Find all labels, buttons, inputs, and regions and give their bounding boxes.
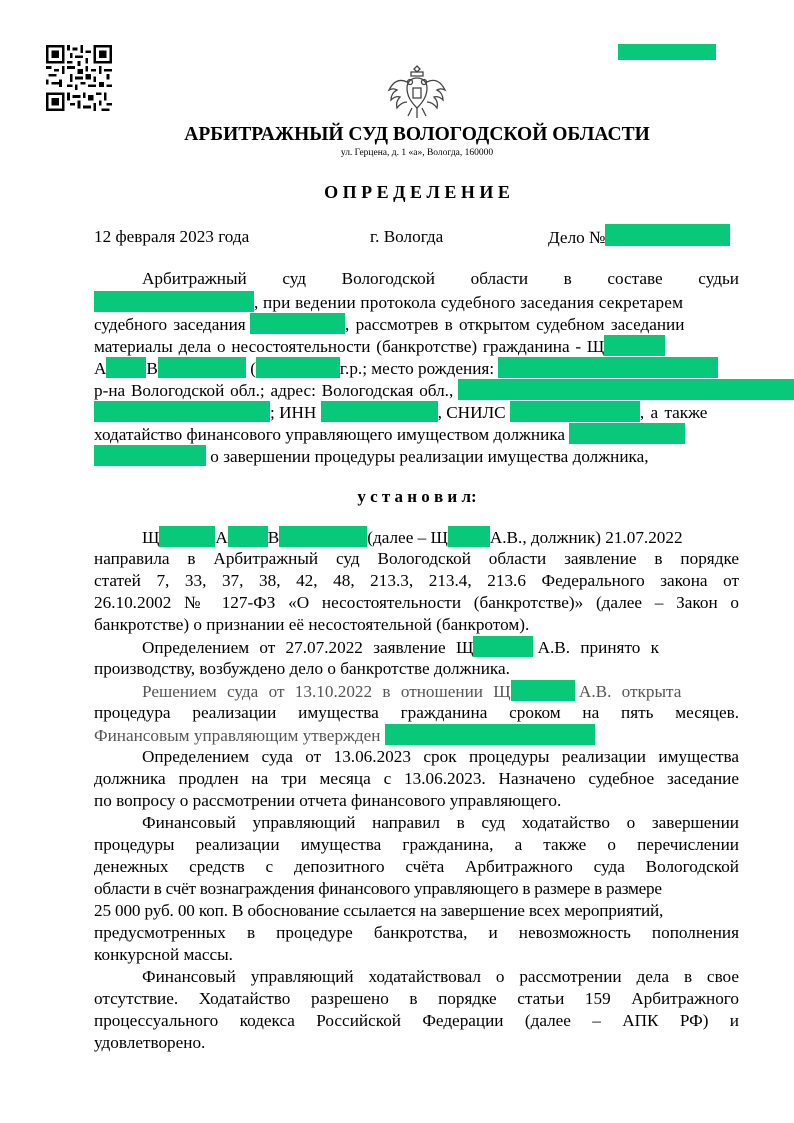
redaction-mark [256,357,340,378]
p2-line-2: производству, возбуждено дело о банкротстве должника. [94,659,510,678]
p2-line-1: Определением от 27.07.2022 заявление Щ А.В. принято к [142,638,659,657]
intro-line-3: судебного заседания , рассмотрев в открытом судебном заседании [94,315,685,334]
p5-line-3: денежных средств с депозитного счёта Арбитражного суда Вологодской [94,857,739,876]
intro-line-5: А В ( г.р.; место рождения: [94,357,739,380]
qr-code-icon [46,45,112,111]
p4-line-2: должника продлен на три месяца с 13.06.2023. Назначено судебное заседание [94,769,739,788]
redaction-mark [448,526,490,547]
decision-city: г. Вологда [370,227,444,246]
p6-line-1: Финансовый управляющий ходатайствовал о рассмотрении дела в свое [142,967,739,986]
redaction-mark [473,636,533,657]
redaction-mark [569,423,685,444]
redaction-mark [604,335,665,356]
redaction-mark [510,401,640,422]
coat-of-arms-icon [385,60,449,124]
p6-line-3: процессуального кодекса Российской Федерации (далее – АПК РФ) и [94,1011,739,1030]
redaction-mark [94,291,254,312]
redaction-mark [94,401,270,422]
intro-line-8: ходатайство финансового управляющего имуществом должника [94,423,739,446]
court-name: АРБИТРАЖНЫЙ СУД ВОЛОГОДСКОЙ ОБЛАСТИ [184,124,650,145]
intro-line-7: ; ИНН , СНИЛС , а также [94,401,739,424]
p5-line-6: предусмотренных в процедуре банкротства, и невозможность пополнения [94,923,739,942]
p4-line-3: по вопросу о рассмотрении отчета финансового управляющего. [94,791,562,810]
redaction-mark [605,224,730,246]
case-label: Дело № [548,228,606,247]
p3-line-2: процедура реализации имущества гражданина сроком на пять месяцев. [94,703,739,722]
redaction-mark [498,357,718,378]
intro-line-2: , при ведении протокола судебного заседания секретарем [94,291,739,314]
redaction-mark [279,526,367,547]
section-heading: у с т а н о в и л: [357,487,477,506]
redaction-mark [228,526,268,547]
document-title: О П Р Е Д Е Л Е Н И Е [324,182,510,202]
court-address: ул. Герцена, д. 1 «а», Вологда, 160000 [340,148,494,158]
p6-line-4: удовлетворено. [94,1033,206,1052]
redaction-mark [511,680,575,701]
redaction-mark [158,357,246,378]
p6-line-2: отсутствие. Ходатайство разрешено в порядке статьи 159 Арбитражного [94,989,739,1008]
redaction-mark [159,526,215,547]
p1-line-1: Щ А В (далее – Щ А.В., должник) 21.07.2022 [142,528,683,547]
p5-line-2: процедуры реализации имущества гражданина, а также о перечислении [94,835,739,854]
intro-line-1: Арбитражный суд Вологодской области в составе судьи [142,269,739,288]
p1-line-3: статей 7, 33, 37, 38, 42, 48, 213.3, 213.4, 213.6 Федерального закона от [94,571,739,590]
p5-line-1: Финансовый управляющий направил в суд ходатайство о завершении [142,813,739,832]
p3-line-1: Решением суда от 13.10.2022 в отношении Щ А.В. открыта [142,682,682,701]
redaction-mark [94,445,206,466]
p5-line-5: 25 000 руб. 00 коп. В обоснование ссылается на завершение всех мероприятий, [94,901,664,920]
redaction-mark [321,401,438,422]
p5-line-7: конкурсной массы. [94,945,233,964]
redaction-mark [106,357,146,378]
intro-line-9: о завершении процедуры реализации имущества должника, [94,445,739,468]
redaction-mark [618,44,716,60]
redaction-mark [250,313,345,334]
p1-line-4: 26.10.2002 № 127-ФЗ «О несостоятельности (банкротстве)» (далее – Закон о [94,593,739,612]
redaction-mark [385,724,595,745]
p1-line-2: направила в Арбитражный суд Вологодской области заявление в порядке [94,549,739,568]
p1-line-5: банкротстве) о признании её несостоятельной (банкротом). [94,615,530,634]
intro-line-4: материалы дела о несостоятельности (банкротстве) гражданина - Щ [94,335,739,358]
case-number [548,222,730,246]
decision-date: 12 февраля 2023 года [94,227,250,246]
p3-line-3: Финансовым управляющим утвержден [94,724,739,747]
p5-line-4: области в счёт вознаграждения финансового управляющего в размере в размере [94,879,662,898]
redaction-mark [458,379,794,400]
p4-line-1: Определением суда от 13.06.2023 срок процедуры реализации имущества [142,747,739,766]
intro-line-6: р-на Вологодской обл.; адрес: Вологодская обл., [94,379,739,402]
